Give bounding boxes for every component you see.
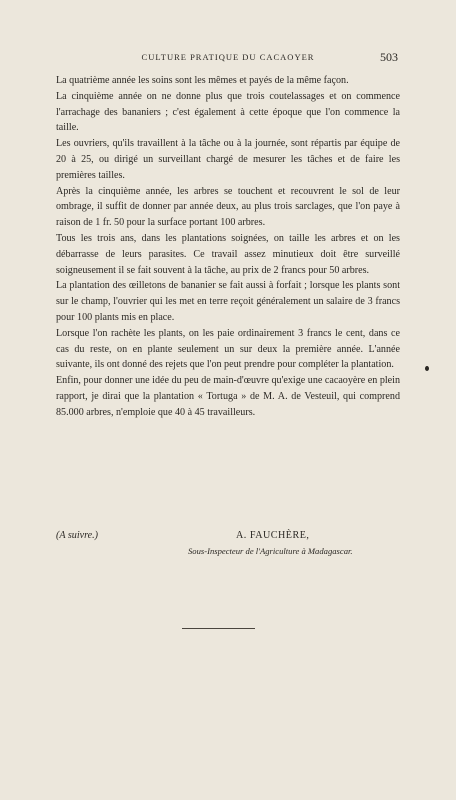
to-be-continued-note: (A suivre.) [56,530,99,541]
paragraph-1: La quatrième année les soins sont les mêmes et payés de la même façon. [56,75,349,86]
paragraph-2: La cinquième année on ne donne plus que trois coutelassages et on commence l'arrachage des bananiers ; c'est également à cette époque que l'on commence la taille. [56,90,400,134]
paragraph-5: Tous les trois ans, dans les plantations soignées, on taille les arbres et on les débarrasse de leurs parasites. Ce travail assez minutieux doit être surveillé soigneusement il se fait souvent à la tâche, au prix de 2 francs pour 50 arbres. [56,232,400,276]
author-name: A. FAUCHÈRE, [236,530,310,541]
running-header [0,50,456,64]
paragraph-6: La plantation des œilletons de bananier se fait aussi à forfait ; lorsque les plants sont sur le champ, l'ouvrier qui les met en terre reçoit généralement un salaire de 3 francs pour 100 plants mis en place. [56,280,400,323]
ink-mark [425,366,429,371]
paragraph-3: Les ouvriers, qu'ils travaillent à la tâche ou à la journée, sont répartis par équipe de 20 à 25, ou dirigé un surveillant chargé de mesurer les tâches et de faire les premières tailles. [56,138,400,181]
body-text [56,73,400,421]
end-divider [182,628,255,629]
author-role: Sous-Inspecteur de l'Agriculture à Madagascar. [188,546,353,556]
paragraph-8: Enfin, pour donner une idée du peu de main-d'œuvre qu'exige une cacaoyère en plein rapport, je dirai que la plantation « Tortuga » de M. A. de Vesteuil, qui comprend 85.000 arbres, n'emploie que 40 à 45 travailleurs. [56,375,400,418]
paragraph-4: Après la cinquième année, les arbres se touchent et recouvrent le sol de leur ombrage, il suffit de donner par année deux, au plus trois sarclages, que l'on paye à raison de 1 fr. 50 pour la surface portant 100 arbres. [56,185,400,229]
paragraph-7: Lorsque l'on rachète les plants, on les paie ordinairement 3 francs le cent, dans ce cas du reste, on en plante seulement un sur deux la première année. L'année suivante, ils ont donné des rejets que l'on peut prendre pour compléter la plantation. [56,327,400,371]
running-title: CULTURE PRATIQUE DU CACAOYER [141,52,315,62]
page-number: 503 [380,50,398,64]
